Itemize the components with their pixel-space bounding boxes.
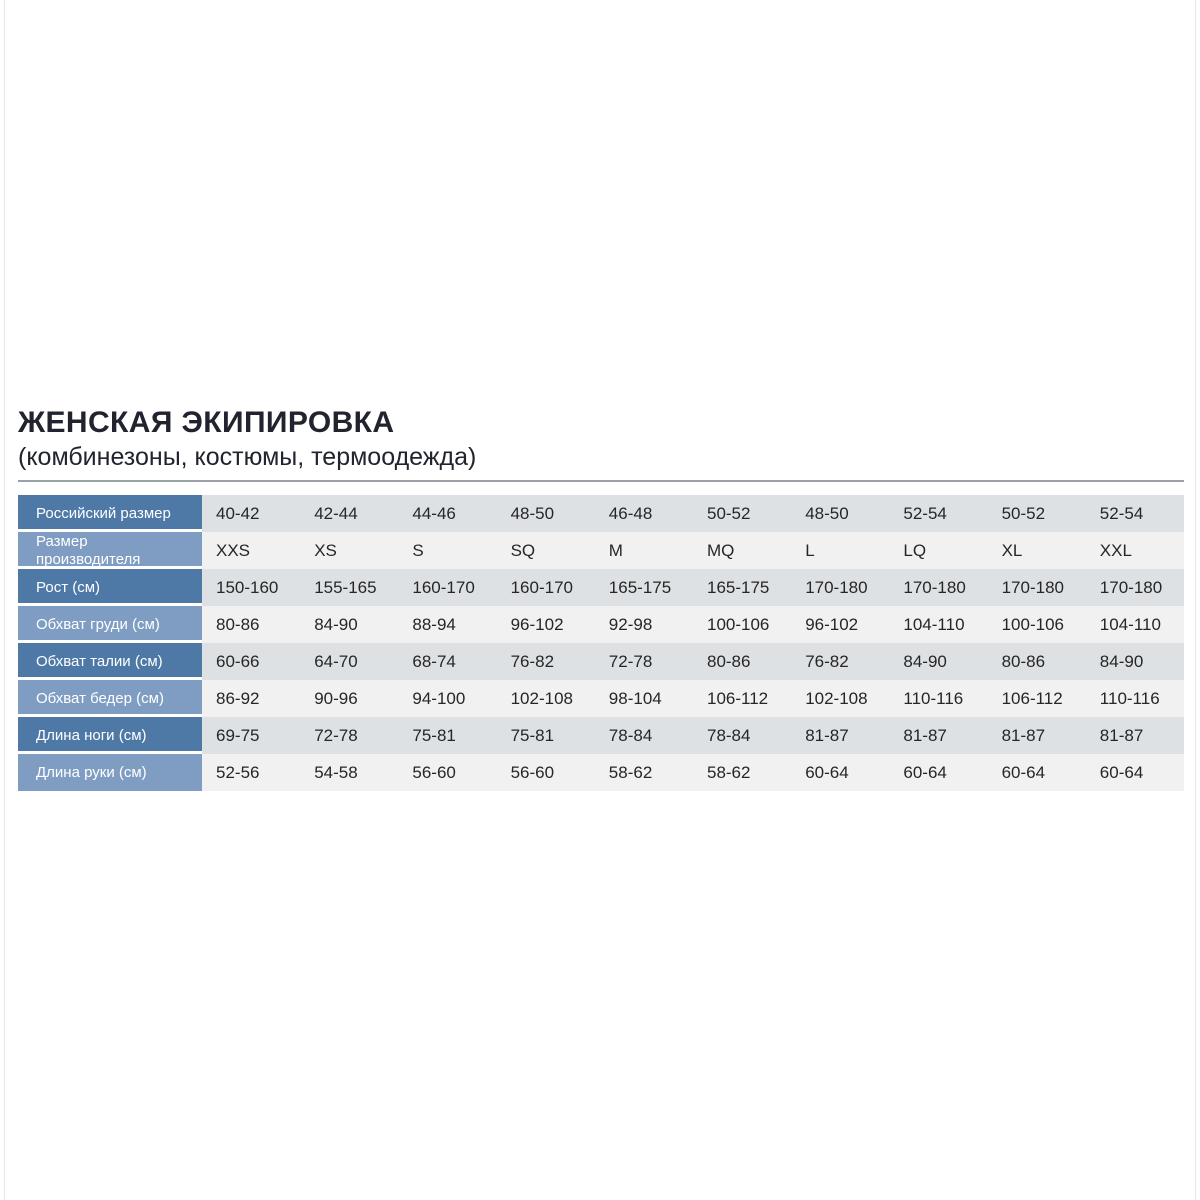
size-cell: 72-78 (595, 643, 693, 680)
size-cell: 50-52 (693, 495, 791, 532)
size-cell: 46-48 (595, 495, 693, 532)
size-cell: LQ (889, 532, 987, 569)
page-subtitle: (комбинезоны, костюмы, термоодежда) (18, 443, 477, 471)
size-table (18, 495, 1184, 791)
size-cell: 78-84 (693, 717, 791, 754)
size-cell: MQ (693, 532, 791, 569)
size-cell: 50-52 (988, 495, 1086, 532)
size-cell: 96-102 (791, 606, 889, 643)
size-cell: 81-87 (1086, 717, 1184, 754)
size-cell: 60-64 (791, 754, 889, 791)
size-cell: 102-108 (791, 680, 889, 717)
size-cell: 60-64 (1086, 754, 1184, 791)
size-cell: 76-82 (497, 643, 595, 680)
size-cell: 170-180 (988, 569, 1086, 606)
size-cell: 92-98 (595, 606, 693, 643)
size-cell: 106-112 (693, 680, 791, 717)
row-header: Российский размер (18, 495, 202, 532)
size-cell: 80-86 (693, 643, 791, 680)
size-cell: 165-175 (595, 569, 693, 606)
size-cell: 170-180 (889, 569, 987, 606)
size-cell: 76-82 (791, 643, 889, 680)
size-cell: L (791, 532, 889, 569)
size-cell: 155-165 (300, 569, 398, 606)
size-cell: 75-81 (398, 717, 496, 754)
size-cell: 165-175 (693, 569, 791, 606)
size-cell: 60-66 (202, 643, 300, 680)
size-cell: SQ (497, 532, 595, 569)
size-cell: XL (988, 532, 1086, 569)
size-cell: 48-50 (791, 495, 889, 532)
size-cell: 56-60 (398, 754, 496, 791)
size-cell: 104-110 (1086, 606, 1184, 643)
size-cell: 60-64 (988, 754, 1086, 791)
size-cell: 68-74 (398, 643, 496, 680)
row-header: Длина ноги (см) (18, 717, 202, 754)
size-cell: 100-106 (693, 606, 791, 643)
size-cell: 52-54 (889, 495, 987, 532)
size-cell: 110-116 (1086, 680, 1184, 717)
size-cell: XS (300, 532, 398, 569)
page-title: ЖЕНСКАЯ ЭКИПИРОВКА (18, 406, 395, 439)
size-cell: 104-110 (889, 606, 987, 643)
size-cell: 88-94 (398, 606, 496, 643)
size-cell: 60-64 (889, 754, 987, 791)
row-header: Рост (см) (18, 569, 202, 606)
row-header: Длина руки (см) (18, 754, 202, 791)
size-cell: 44-46 (398, 495, 496, 532)
size-cell: 58-62 (595, 754, 693, 791)
size-cell: 86-92 (202, 680, 300, 717)
size-cell: 98-104 (595, 680, 693, 717)
size-chart-section (18, 406, 1184, 791)
divider-line (18, 480, 1184, 482)
size-cell: 84-90 (300, 606, 398, 643)
size-cell: M (595, 532, 693, 569)
size-cell: 40-42 (202, 495, 300, 532)
size-cell: 48-50 (497, 495, 595, 532)
size-cell: 58-62 (693, 754, 791, 791)
size-cell: 110-116 (889, 680, 987, 717)
size-cell: 94-100 (398, 680, 496, 717)
size-cell: 42-44 (300, 495, 398, 532)
row-header: Размер производителя (18, 532, 202, 569)
size-cell: 160-170 (398, 569, 496, 606)
row-header: Обхват груди (см) (18, 606, 202, 643)
size-cell: 81-87 (988, 717, 1086, 754)
page-edge-left (4, 0, 5, 1200)
size-cell: 90-96 (300, 680, 398, 717)
size-cell: 150-160 (202, 569, 300, 606)
size-cell: 170-180 (791, 569, 889, 606)
size-cell: 52-54 (1086, 495, 1184, 532)
size-cell: 64-70 (300, 643, 398, 680)
size-cell: S (398, 532, 496, 569)
size-cell: 81-87 (791, 717, 889, 754)
page-edge-right (1195, 0, 1196, 1200)
size-cell: 84-90 (1086, 643, 1184, 680)
size-cell: 80-86 (202, 606, 300, 643)
size-cell: 100-106 (988, 606, 1086, 643)
size-cell: 96-102 (497, 606, 595, 643)
size-cell: 160-170 (497, 569, 595, 606)
row-header: Обхват талии (см) (18, 643, 202, 680)
size-cell: 80-86 (988, 643, 1086, 680)
size-cell: 75-81 (497, 717, 595, 754)
size-cell: 84-90 (889, 643, 987, 680)
size-cell: 106-112 (988, 680, 1086, 717)
size-cell: 170-180 (1086, 569, 1184, 606)
row-header: Обхват бедер (см) (18, 680, 202, 717)
size-cell: 81-87 (889, 717, 987, 754)
size-cell: 102-108 (497, 680, 595, 717)
size-cell: 52-56 (202, 754, 300, 791)
size-cell: 56-60 (497, 754, 595, 791)
size-cell: XXL (1086, 532, 1184, 569)
size-cell: 72-78 (300, 717, 398, 754)
size-cell: XXS (202, 532, 300, 569)
size-cell: 69-75 (202, 717, 300, 754)
size-cell: 54-58 (300, 754, 398, 791)
size-cell: 78-84 (595, 717, 693, 754)
